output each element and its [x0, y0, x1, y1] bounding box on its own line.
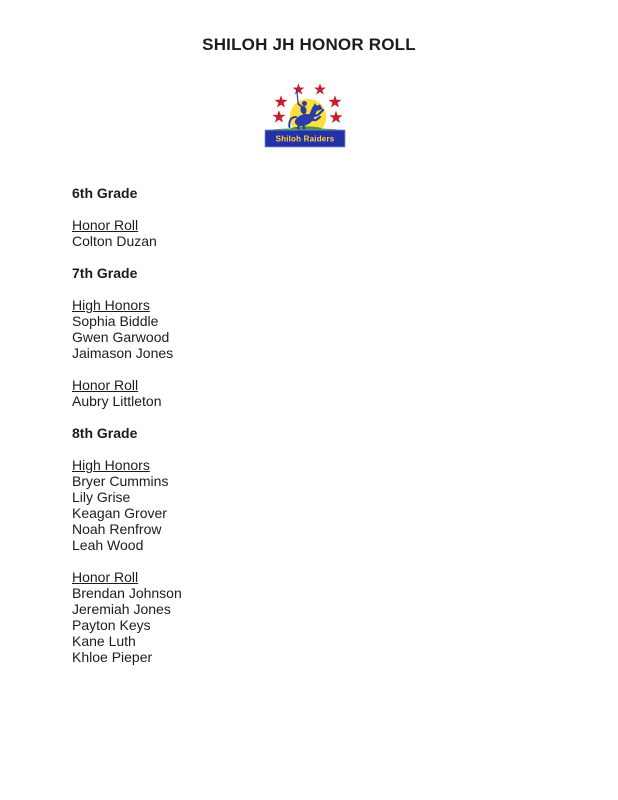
spacer — [72, 553, 472, 569]
honor-roll-list — [72, 185, 472, 665]
grade-heading-8th: 8th Grade — [72, 425, 138, 441]
star-icon — [275, 95, 288, 107]
student-name: Noah Renfrow — [72, 521, 162, 537]
star-icon — [329, 95, 342, 107]
spacer — [72, 201, 472, 217]
student-name: Jeremiah Jones — [72, 601, 171, 617]
page-title: SHILOH JH HONOR ROLL — [202, 35, 416, 54]
spacer — [72, 281, 472, 297]
student-name: Bryer Cummins — [72, 473, 169, 489]
star-icon — [273, 110, 286, 122]
student-name: Aubry Littleton — [72, 393, 162, 409]
star-icon — [330, 111, 343, 123]
student-name: Lily Grise — [72, 489, 131, 505]
grade-heading-7th: 7th Grade — [72, 265, 138, 281]
shiloh-raiders-logo-svg — [254, 76, 364, 152]
student-name: Keagan Grover — [72, 505, 167, 521]
student-name: Brendan Johnson — [72, 585, 182, 601]
student-name: Gwen Garwood — [72, 329, 170, 345]
star-icon — [293, 83, 305, 94]
spacer — [72, 361, 472, 377]
group-heading: Honor Roll — [72, 569, 139, 585]
group-heading: High Honors — [72, 297, 150, 313]
group-heading: Honor Roll — [72, 217, 139, 233]
logo-banner-text: Shiloh Raiders — [275, 134, 335, 144]
student-name: Khloe Pieper — [72, 649, 153, 665]
star-icon — [314, 83, 326, 94]
spacer — [72, 249, 472, 265]
spacer — [72, 409, 472, 425]
student-name: Colton Duzan — [72, 233, 157, 249]
grade-heading-6th: 6th Grade — [72, 185, 138, 201]
spacer — [72, 441, 472, 457]
shiloh-raiders-logo — [254, 76, 364, 152]
group-heading: Honor Roll — [72, 377, 139, 393]
group-heading: High Honors — [72, 457, 150, 473]
student-name: Sophia Biddle — [72, 313, 159, 329]
student-name: Kane Luth — [72, 633, 136, 649]
student-name: Jaimason Jones — [72, 345, 174, 361]
student-name: Payton Keys — [72, 617, 151, 633]
student-name: Leah Wood — [72, 537, 144, 553]
